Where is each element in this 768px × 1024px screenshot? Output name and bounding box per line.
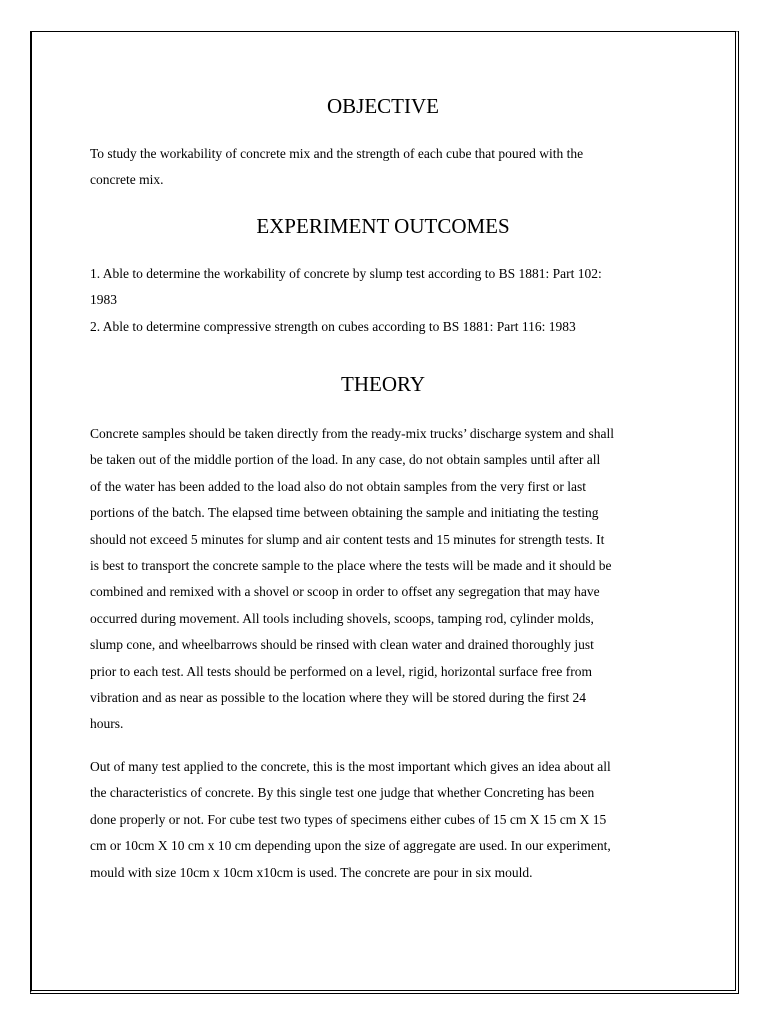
text-line: is best to transport the concrete sample to the place where the tests will be made and it should be: [90, 558, 612, 574]
heading-experiment-outcomes: EXPERIMENT OUTCOMES: [256, 214, 510, 238]
text-line: Out of many test applied to the concrete, this is the most important which gives an idea about all: [90, 759, 611, 774]
text-line: To study the workability of concrete mix and the strength of each cube that poured with the: [90, 146, 584, 161]
text-line: concrete mix.: [90, 172, 164, 188]
theory-paragraph-1: [90, 421, 680, 738]
text-line: prior to each test. All tests should be performed on a level, rigid, horizontal surface free from: [90, 663, 592, 679]
text-line: the characteristics of concrete. By this single test one judge that whether Concreting has been: [90, 785, 595, 801]
text-line: should not exceed 5 minutes for slump and air content tests and 15 minutes for strength tests. It: [90, 531, 605, 547]
list-item: 1. Able to determine the workability of concrete by slump test according to BS 1881: Part 102:: [90, 266, 602, 281]
text-line: vibration and as near as possible to the location where they will be stored during the first 24: [90, 690, 586, 706]
outcomes-list: [90, 261, 680, 340]
text-line: occurred during movement. All tools including shovels, scoops, tamping rod, cylinder molds,: [90, 610, 594, 626]
text-line: of the water has been added to the load also do not obtain samples from the very first or last: [90, 478, 586, 494]
text-line: combined and remixed with a shovel or scoop in order to offset any segregation that may have: [90, 584, 600, 600]
objective-paragraph: [90, 141, 680, 194]
list-item: 1983: [90, 292, 117, 308]
text-line: portions of the batch. The elapsed time between obtaining the sample and initiating the testing: [90, 505, 599, 521]
heading-theory: THEORY: [341, 372, 425, 396]
text-line: mould with size 10cm x 10cm x10cm is used. The concrete are pour in six mould.: [90, 864, 533, 880]
text-line: hours.: [90, 716, 124, 732]
theory-paragraph-2: [90, 754, 680, 886]
text-line: slump cone, and wheelbarrows should be rinsed with clean water and drained thoroughly just: [90, 637, 594, 653]
text-line: Concrete samples should be taken directly from the ready-mix trucks’ discharge system and shall: [90, 426, 614, 441]
list-item: 2. Able to determine compressive strength on cubes according to BS 1881: Part 116: 1983: [90, 318, 576, 334]
text-line: cm or 10cm X 10 cm x 10 cm depending upon the size of aggregate are used. In our experiment,: [90, 838, 611, 854]
text-line: be taken out of the middle portion of the load. In any case, do not obtain samples until after all: [90, 452, 601, 468]
text-line: done properly or not. For cube test two types of specimens either cubes of 15 cm X 15 cm X 15: [90, 811, 607, 827]
heading-objective: OBJECTIVE: [327, 94, 439, 118]
